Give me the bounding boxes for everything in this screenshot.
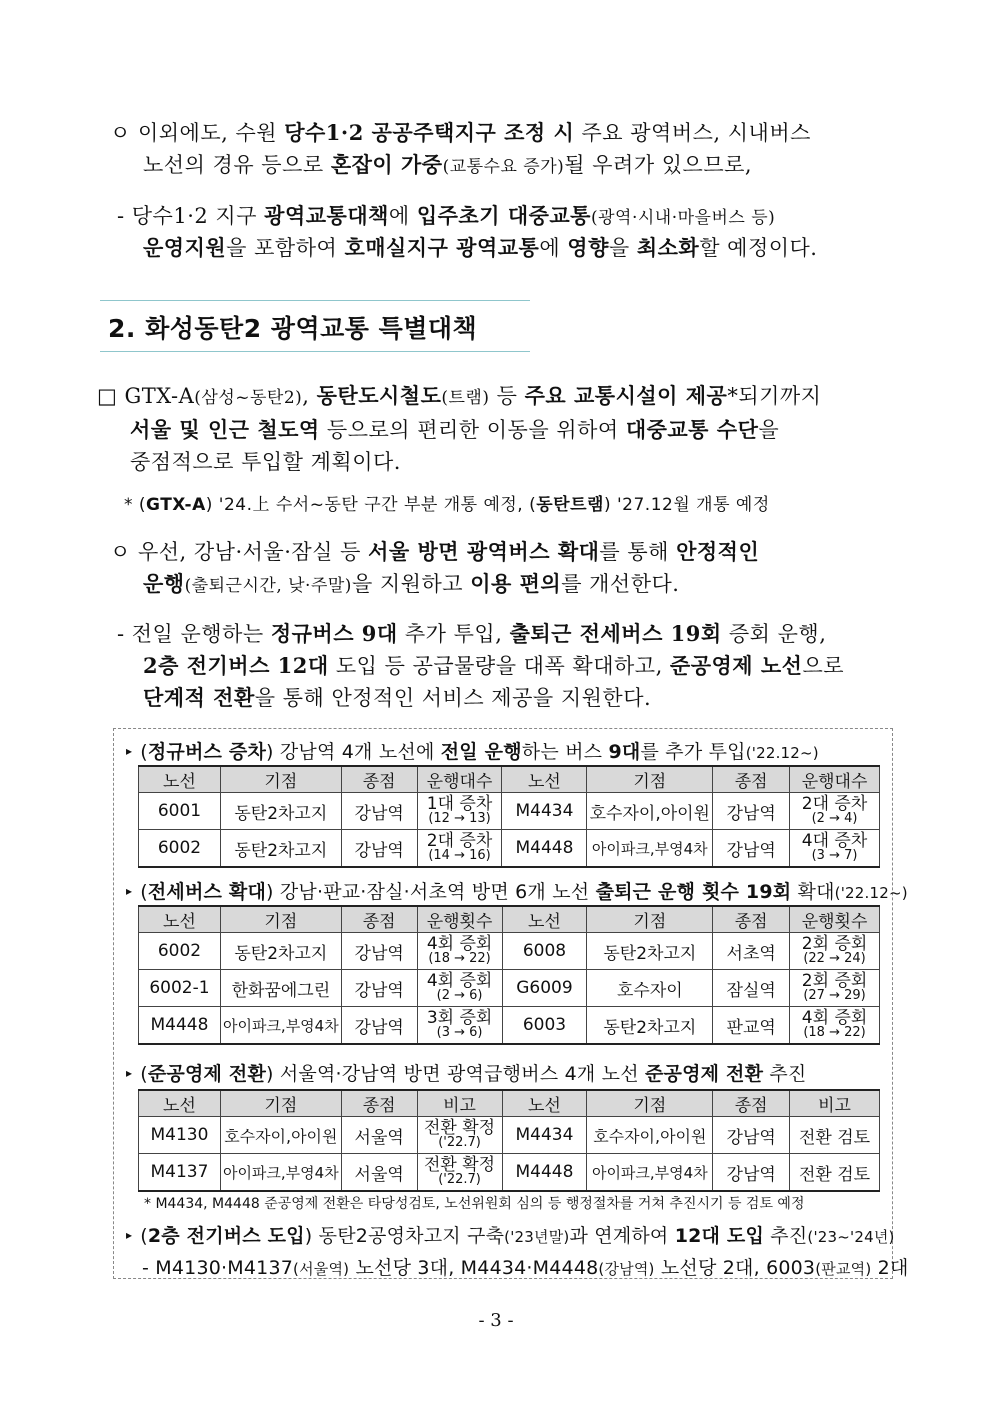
para4-line1: ㅇ 우선, 강남·서울·잠실 등 서울 방면 광역버스 확대를 통해 안정적인: [110, 539, 760, 564]
charter-bus-table: [138, 905, 880, 1045]
regular-bus-table: [138, 765, 880, 868]
table-row: 6001 동탄2차고지 강남역 1대 증차 (12 → 13) M4434 호수자이,아이원 강남역 2대 증차 (2 → 4): [139, 793, 880, 830]
para3-line2: 서울 및 인근 철도역 등으로의 편리한 이동을 위하여 대중교통 수단을: [130, 417, 780, 442]
triangle-bullet-icon: ▸: [126, 744, 133, 758]
para2-line2: 운영지원을 포함하여 호매실지구 광역교통에 영향을 최소화할 예정이다.: [143, 235, 818, 260]
triangle-bullet-icon: ▸: [126, 884, 133, 898]
table-header-row: 노선 기점 종점 운행대수 노선 기점 종점 운행대수: [139, 766, 880, 793]
para5-line2: 2층 전기버스 12대 도입 등 공급물량을 대폭 확대하고, 준공영제 노선으로: [143, 653, 845, 678]
box-bullet-charter-bus: ▸ (전세버스 확대) 강남·판교·잠실·서초역 방면 6개 노선 출퇴근 운행 횟수 19회 확대('22.12~): [126, 881, 908, 903]
para2-line1: - 당수1·2 지구 광역교통대책에 입주초기 대중교통(광역·시내·마을버스 등): [117, 203, 776, 228]
section-heading: [100, 300, 530, 352]
triangle-bullet-icon: ▸: [126, 1066, 133, 1080]
semi-public-table: [138, 1089, 880, 1192]
para5-line3: 단계적 전환을 통해 안정적인 서비스 제공을 지원한다.: [143, 685, 652, 710]
table-header-row: 노선 기점 종점 비고 노선 기점 종점 비고: [139, 1090, 880, 1117]
box-double-decker-detail: - M4130·M4137(서울역) 노선당 3대, M4434·M4448(강남역) 노선당 2대, 6003(판교역) 2대: [142, 1257, 909, 1279]
para3-line1: □ GTX-A(삼성~동탄2), 동탄도시철도(트램) 등 주요 교통시설이 제공*되기까지: [97, 383, 822, 408]
para3-line3: 중점적으로 투입할 계획이다.: [130, 450, 401, 474]
table-row: 6002 동탄2차고지 강남역 4회 증회 (18 → 22) 6008 동탄2차고지 서초역 2회 증회 (22 → 24): [139, 933, 880, 970]
table-row: 6002 동탄2차고지 강남역 2대 증차 (14 → 16) M4448 아이파크,부영4차 강남역 4대 증차 (3 → 7): [139, 830, 880, 868]
box-bullet-double-decker: ▸ (2층 전기버스 도입) 동탄2공영차고지 구축('23년말)과 연계하여 12대 도입 추진('23~'24년): [126, 1225, 895, 1247]
semi-public-footnote: * M4434, M4448 준공영제 전환은 타당성검토, 노선위원회 심의 등 행정절차를 거쳐 추진시기 등 검토 예정: [144, 1196, 805, 1212]
box-bullet-semi-public: ▸ (준공영제 전환) 서울역·강남역 방면 광역급행버스 4개 노선 준공영제 전환 추진: [126, 1063, 807, 1085]
box-bullet-regular-bus: ▸ (정규버스 증차) 강남역 4개 노선에 전일 운행하는 버스 9대를 추가 투입('22.12~): [126, 741, 819, 763]
table-row: M4130 호수자이,아이원 서울역 전환 확정 ('22.7) M4434 호수자이,아이원 강남역 전환 검토: [139, 1117, 880, 1154]
para5-line1: - 전일 운행하는 정규버스 9대 추가 투입, 출퇴근 전세버스 19회 증회 운행,: [117, 621, 827, 646]
page-number: - 3 -: [478, 1310, 514, 1331]
table-header-row: 노선 기점 종점 운행횟수 노선 기점 종점 운행횟수: [139, 906, 880, 933]
para1-line1: ㅇ 이외에도, 수원 당수1·2 공공주택지구 조정 시 주요 광역버스, 시내버스: [110, 120, 811, 145]
para1-line2: 노선의 경유 등으로 혼잡이 가중(교통수요 증가)될 우려가 있으므로,: [143, 152, 753, 177]
table-row: 6002-1 한화꿈에그린 강남역 4회 증회 (2 → 6) G6009 호수자이 잠실역 2회 증회 (27 → 29): [139, 970, 880, 1007]
triangle-bullet-icon: ▸: [126, 1228, 133, 1242]
table-row: M4448 아이파크,부영4차 강남역 3회 증회 (3 → 6) 6003 동탄2차고지 판교역 4회 증회 (18 → 22): [139, 1007, 880, 1045]
table-row: M4137 아이파크,부영4차 서울역 전환 확정 ('22.7) M4448 아이파크,부영4차 강남역 전환 검토: [139, 1154, 880, 1192]
section-title: 2. 화성동탄2 광역교통 특별대책: [108, 314, 478, 343]
para4-line2: 운행(출퇴근시간, 낮·주말)을 지원하고 이용 편의를 개선한다.: [143, 571, 680, 596]
measures-box: [113, 728, 909, 1279]
para3-footnote: * (GTX-A) '24.上 수서~동탄 구간 부분 개통 예정, (동탄트램) '27.12월 개통 예정: [124, 495, 770, 515]
